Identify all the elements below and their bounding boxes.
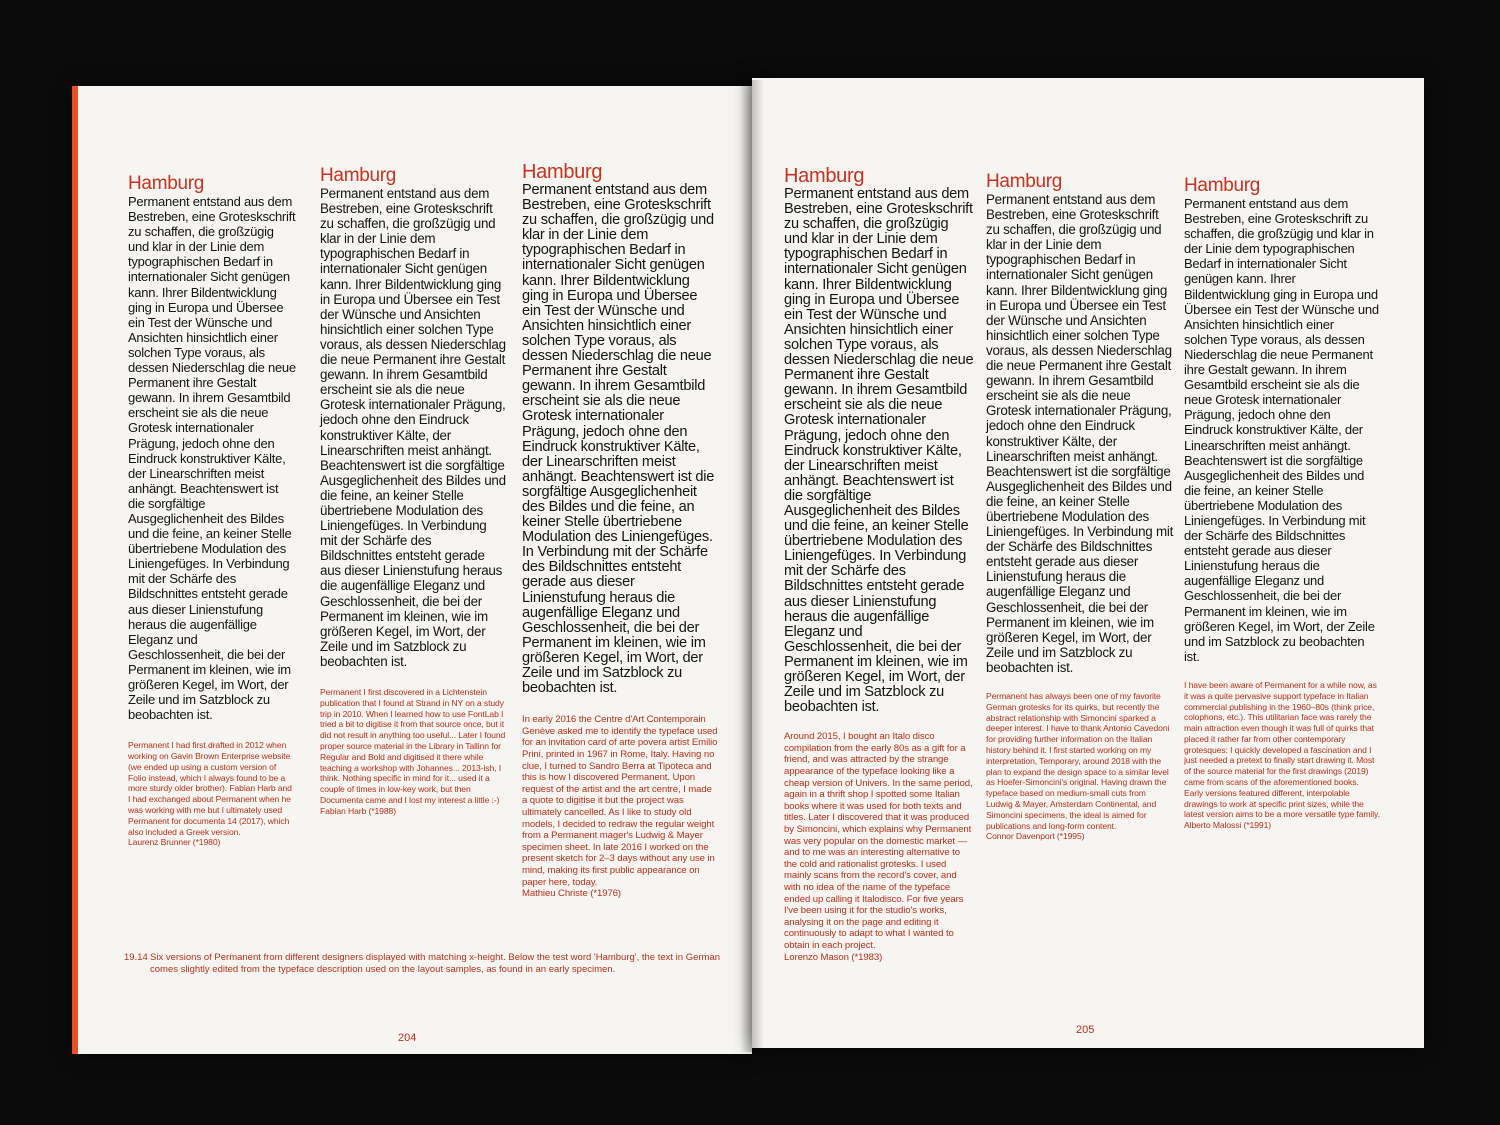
designer-credit: Lorenzo Mason (*1983) [784,951,883,963]
specimen-title: Hamburg [1184,175,1261,196]
specimen-column-6 [1184,176,1380,831]
specimen-title: Hamburg [986,171,1063,192]
caption-number: 19.14 [124,952,148,963]
specimen-body-text: Permanent entstand aus dem Bestreben, eine Groteskschrift zu schaffen, die großzügig und klar in der Linie dem typographischen Bedarf in internationaler Sicht genügen kann. Ihrer Bildentwicklung ging in Europa und Übersee ein Test der Wünsche und Ansichten hinsichtlich einer solchen Type voraus, als dessen Niederschlag die neue Permanent ihre Gestalt gewann. In ihrem Gesamtbild erscheint sie als die neue Grotesk internationaler Prägung, jedoch ohne den Eindruck konstruktiver Kälte, der Linearschriften meist anhängt. Beachtenswert ist die sorgfältige Ausgeglichenheit des Bildes und die feine, an keiner Stelle übertriebene Modulation des Liniengefüges. In Verbindung mit der Schärfe des Bildschnittes entsteht gerade aus dieser Linienstufung heraus die augenfällige Eleganz und Geschlossenheit, die bei der Permanent im kleinen, wie im größeren Kegel, im Wort, der Zeile und im Satzblock zu beobachten ist. [784,186,974,716]
specimen-body-text: Permanent entstand aus dem Bestreben, eine Groteskschrift zu schaffen, die großzügig und klar in der Linie dem typographischen Bedarf in internationaler Sicht genügen kann. Ihrer Bildentwicklung ging in Europa und Übersee ein Test der Wünsche und Ansichten hinsichtlich einer solchen Type voraus, als dessen Niederschlag die neue Permanent ihre Gestalt gewann. In ihrem Gesamtbild erscheint sie als die neue Grotesk internationaler Prägung, jedoch ohne den Eindruck konstruktiver Kälte, der Linearschriften meist anhängt. Beachtenswert ist die sorgfältige Ausgeglichenheit des Bildes und die feine, an keiner Stelle übertriebene Modulation des Liniengefüges. In Verbindung mit der Schärfe des Bildschnittes entsteht gerade aus dieser Linienstufung heraus die augenfällige Eleganz und Geschlossenheit, die bei der Permanent im kleinen, wie im größeren Kegel, im Wort, der Zeile und im Satzblock zu beobachten ist. [1184,196,1379,664]
designer-note: Permanent has always been one of my favorite German grotesks for its quirks, but recently the abstract relationship with Simoncini sparked a deeper interest. I have to thank Antonio Cavedoni for providing further information on the Italian history behind it. I first started working on my interpretation, Temporary, around 2018 with the plan to expand the design space to a similar level as Hoefer-Simoncini's original. Having drawn the typeface based on medium-small cuts from Ludwig & Mayer, Amsterdam Continental, and Simoncini specimens, the ideal is aimed for publications and long-form content. [986,691,1170,831]
designer-credit: Laurenz Brunner (*1980) [128,837,221,848]
specimen-title: Hamburg [522,161,603,183]
designer-note: Permanent I had first drafted in 2012 when working on Gavin Brown Enterprise website (we ended up using a custom version of Folio instead, which I always found to be a more sturdy older brother). Fabian Harb and I had exchanged about Permanent when he was working with me but I ultimately used Permanent for documenta 14 (2017), which also included a Greek version. [128,740,292,837]
specimen-body-text: Permanent entstand aus dem Bestreben, eine Groteskschrift zu schaffen, die großzügig und klar in der Linie dem typographischen Bedarf in internationaler Sicht genügen kann. Ihrer Bildentwicklung ging in Europa und Übersee ein Test der Wünsche und Ansichten hinsichtlich einer solchen Type voraus, als dessen Niederschlag die neue Permanent ihre Gestalt gewann. In ihrem Gesamtbild erscheint sie als die neue Grotesk internationaler Prägung, jedoch ohne den Eindruck konstruktiver Kälte, der Linearschriften meist anhängt. Beachtenswert ist die sorgfältige Ausgeglichenheit des Bildes und die feine, an keiner Stelle übertriebene Modulation des Liniengefüges. In Verbindung mit der Schärfe des Bildschnittes entsteht gerade aus dieser Linienstufung heraus die augenfällige Eleganz und Geschlossenheit, die bei der Permanent im kleinen, wie im größeren Kegel, im Wort, der Zeile und im Satzblock zu beobachten ist. [986,192,1174,675]
designer-note: I have been aware of Permanent for a while now, as it was a quite pervasive support typeface in Italian commercial publishing in the 1960–80s (think price, colophons, etc.). This utilitarian face was rarely the main attraction even though it was full of quirks that placed it rather far from other contemporary grotesques: I quickly developed a fascination and I just needed a pretext to finally start drawing it. Most of the source material for the first drawings (2019) came from scans of the aforementioned books. Early versions featured different, interpolable drawings to work at specific print sizes, while the latest version aims to be a more versatile type family. [1184,679,1380,820]
right-page [752,78,1424,1048]
designer-note: Around 2015, I bought an Italo disco compilation from the early 80s as a gift for a friend, and was attracted by the strange appearance of the typeface looking like a cheap version of Univers. In the same period, again in a thrift shop I spotted some Italian books where it was used for both texts and titles. Later I discovered that it was produced by Simoncini, which explains why Permanent was very popular on the domestic market — and to me was an interesting alternative to the cold and rationalist grotesks. I used mainly scans from the record's cover, and with no idea of the name of the typeface ended up calling it Italodisco. For five years I've been using it for the studio's works, analysing it on the page and editing it continuously to adapt to what I wanted to obtain in each project. [784,731,973,951]
specimen-column-1 [128,174,296,848]
specimen-title: Hamburg [128,173,205,194]
figure-caption [124,952,724,976]
designer-credit: Mathieu Christe (*1976) [522,888,622,900]
designer-credit: Connor Davenport (*1995) [986,831,1085,842]
designer-note: In early 2016 the Centre d'Art Contemporain Genève asked me to identify the typeface used for an invitation card of arte povera artist Emilio Prini, printed in 1967 in Rome, Italy. Having no clue, I turned to Sandro Berra at Tipoteca and this is how I discovered Permanent. Upon request of the artist and the art centre, I made a quote to digitise it but the project was ultimately cancelled. As I like to study old models, I decided to redraw the regular weight from a Permanent mager's Ludwig & Mayer specimen sheet. In late 2016 I worked on the present sketch for 2–3 days without any use in mind, making its first public appearance on paper here, today. [522,714,718,888]
specimen-column-2 [320,166,506,817]
designer-note: Permanent I first discovered in a Lichtenstein publication that I found at Strand in NY on a study trip in 2010. When I learned how to use FontLab I tried a bit to digitise it from that source once, but it did not result in anything too useful... Later I found proper source material in the Library in Tallinn for Regular and Bold and digitised it there while teaching a workshop with Johannes... 2013-ish, I think. Nothing specific in mind for it... used it a couple of times in low-key work, but then Documenta came and I lost my interest a little :-) [320,687,506,805]
specimen-column-3 [522,162,718,900]
specimen-title: Hamburg [320,165,397,186]
caption-text: Six versions of Permanent from different designers displayed with matching x-height. Below the test word 'Hamburg', the text in German comes slightly edited from the typeface description used on the layout samples, as found in an early specimen. [150,952,721,975]
specimen-column-4 [784,166,974,963]
specimen-title: Hamburg [784,165,865,187]
designer-credit: Fabian Harb (*1988) [320,805,396,816]
left-page [72,86,752,1054]
specimen-body-text: Permanent entstand aus dem Bestreben, eine Groteskschrift zu schaffen, die großzügig und klar in der Linie dem typographischen Bedarf in internationaler Sicht genügen kann. Ihrer Bildentwicklung ging in Europa und Übersee ein Test der Wünsche und Ansichten hinsichtlich einer solchen Type voraus, als dessen Niederschlag die neue Permanent ihre Gestalt gewann. In ihrem Gesamtbild erscheint sie als die neue Grotesk internationaler Prägung, jedoch ohne den Eindruck konstruktiver Kälte, der Linearschriften meist anhängt. Beachtenswert ist die sorgfältige Ausgeglichenheit des Bildes und die feine, an keiner Stelle übertriebene Modulation des Liniengefüges. In Verbindung mit der Schärfe des Bildschnittes entsteht gerade aus dieser Linienstufung heraus die augenfällige Eleganz und Geschlossenheit, die bei der Permanent im kleinen, wie im größeren Kegel, im Wort, der Zeile und im Satzblock zu beobachten ist. [522,182,715,697]
specimen-column-5 [986,172,1174,842]
designer-credit: Alberto Malossi (*1991) [1184,820,1272,831]
specimen-body-text: Permanent entstand aus dem Bestreben, eine Groteskschrift zu schaffen, die großzügig und klar in der Linie dem typographischen Bedarf in internationaler Sicht genügen kann. Ihrer Bildentwicklung ging in Europa und Übersee ein Test der Wünsche und Ansichten hinsichtlich einer solchen Type voraus, als dessen Niederschlag die neue Permanent ihre Gestalt gewann. In ihrem Gesamtbild erscheint sie als die neue Grotesk internationaler Prägung, jedoch ohne den Eindruck konstruktiver Kälte, der Linearschriften meist anhängt. Beachtenswert ist die sorgfältige Ausgeglichenheit des Bildes und die feine, an keiner Stelle übertriebene Modulation des Liniengefüges. In Verbindung mit der Schärfe des Bildschnittes entsteht gerade aus dieser Linienstufung heraus die augenfällige Eleganz und Geschlossenheit, die bei der Permanent im kleinen, wie im größeren Kegel, im Wort, der Zeile und im Satzblock zu beobachten ist. [128,194,296,723]
page-number: 204 [398,1032,417,1044]
page-number: 205 [1076,1024,1095,1036]
specimen-body-text: Permanent entstand aus dem Bestreben, eine Groteskschrift zu schaffen, die großzügig und klar in der Linie dem typographischen Bedarf in internationaler Sicht genügen kann. Ihrer Bildentwicklung ging in Europa und Übersee ein Test der Wünsche und Ansichten hinsichtlich einer solchen Type voraus, als dessen Niederschlag die neue Permanent ihre Gestalt gewann. In ihrem Gesamtbild erscheint sie als die neue Grotesk internationaler Prägung, jedoch ohne den Eindruck konstruktiver Kälte, der Linearschriften meist anhängt. Beachtenswert ist die sorgfältige Ausgeglichenheit des Bildes und die feine, an keiner Stelle übertriebene Modulation des Liniengefüges. In Verbindung mit der Schärfe des Bildschnittes entsteht gerade aus dieser Linienstufung heraus die augenfällige Eleganz und Geschlossenheit, die bei der Permanent im kleinen, wie im größeren Kegel, im Wort, der Zeile und im Satzblock zu beobachten ist. [320,186,506,669]
